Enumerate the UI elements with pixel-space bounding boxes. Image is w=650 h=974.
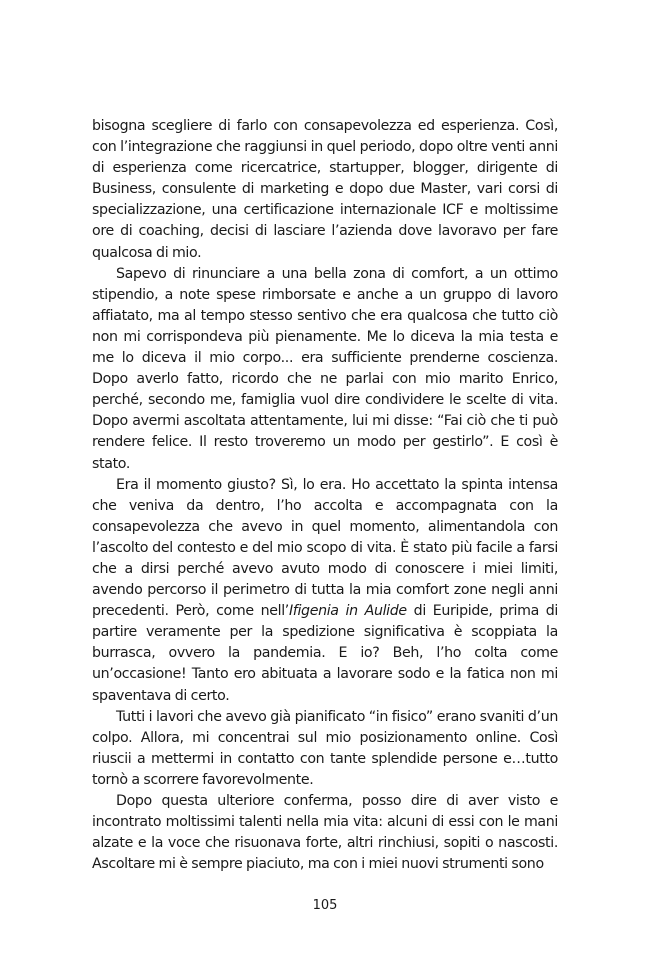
paragraph-2-text: Sapevo di rinunciare a una bella zona di comfort, a un ottimo stipendio, a note spese rimborsate e anche a un gruppo di lavoro affiatato, ma al tempo stesso sentivo che era qualcosa che tutto ciò non mi corrispondeva più pienamente. Me lo diceva la mia testa e me lo diceva il mio corpo... era sufficiente prenderne coscienza. Dopo averlo fatto, ricordo che ne parlai con mio marito Enrico, perché, secondo me, famiglia vuol dire condividere le scelte di vita. Dopo avermi ascoltata attentamente, lui mi disse: “Fai ciò che ti può rendere felice. Il resto troveremo un modo per gestirlo”. E così è stato. — [92, 265, 558, 472]
page-number: 105 — [312, 898, 338, 913]
paragraph-2 — [92, 264, 558, 475]
paragraph-1-text: bisogna scegliere di farlo con consapevolezza ed esperienza. Così, con l’integrazione che raggiunsi in quel periodo, dopo oltre venti anni di esperienza come ricercatrice, startupper, blogger, dirigente di Business, consulente di marketing e dopo due Master, vari corsi di specializzazione, una certificazione internazionale ICF e moltissime ore di coaching, decisi di lasciare l’azienda dove lavoravo per fare qualcosa di mio. — [92, 118, 558, 261]
paragraph-1 — [92, 116, 558, 264]
body-text — [92, 116, 558, 875]
paragraph-3-text-a: Era il momento giusto? Sì, lo era. Ho accettato la spinta intensa che veniva da dentro, l’ho accolta e accompagnata con la consapevolezza che avevo in quel momento, alimentandola con l’ascolto del contesto e del mio scopo di vita. È stato più facile a farsi che a dirsi perché avevo avuto modo di conoscere i miei limiti, avendo percorso il perimetro di tutta la mia comfort zone negli anni precedenti. Però, come nell’ — [92, 476, 558, 620]
paragraph-5-text: Dopo questa ulteriore conferma, posso dire di aver visto e incontrato moltissimi talenti nella mia vita: alcuni di essi con le mani alzate e la voce che risuonava forte, altri rinchiusi, sopiti o nascosti. Ascoltare mi è sempre piaciuto, ma con i miei nuovi strumenti sono — [92, 793, 558, 873]
book-title-italic: Ifigenia in Aulide — [288, 603, 407, 620]
paragraph-4-text: Tutti i lavori che avevo già pianificato “in fisico” erano svaniti d’un colpo. Allora, mi concentrai sul mio posizionamento online. Così riuscii a mettermi in contatto con tante splendide persone e…tutto tornò a scorrere favorevolmente. — [92, 708, 558, 788]
paragraph-3 — [92, 475, 558, 707]
paragraph-3-text-b: di Euripide, prima di partire veramente per la spedizione significativa è scoppiata la burrasca, ovvero la pandemia. E io? Beh, l’ho colta come un’occasione! Tanto ero abituata a lavorare sodo e la fatica non mi spaventava di certo. — [92, 603, 559, 704]
paragraph-5 — [92, 791, 558, 875]
paragraph-4 — [92, 707, 558, 791]
